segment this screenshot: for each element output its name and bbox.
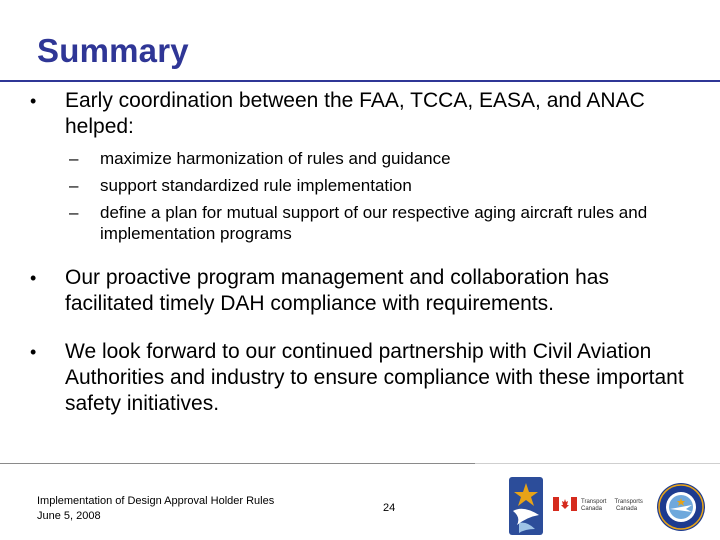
sub-marker: –: [69, 176, 79, 195]
sub-bullet-1: [65, 148, 690, 169]
footer-divider: [0, 463, 475, 464]
sub-marker: –: [69, 203, 79, 222]
bullet-3: [30, 339, 690, 417]
faa-seal-icon: [656, 482, 706, 532]
sub-bullet-3: [65, 202, 690, 244]
sub-bullet-1-text: maximize harmonization of rules and guidance: [100, 149, 451, 168]
sub-bullet-list: [30, 148, 690, 244]
footer-caption: [37, 494, 274, 524]
slide-title: Summary: [37, 32, 189, 69]
bullet-3-text: We look forward to our continued partnership with Civil Aviation Authorities and industry to ensure compliance with these important safety initiatives.: [65, 340, 684, 415]
easa-star-logo-icon: [505, 475, 547, 537]
footer-divider-right: [475, 463, 720, 464]
canada-flag-icon: [553, 497, 577, 511]
footer-title: Implementation of Design Approval Holder Rules: [37, 495, 275, 507]
tc-fr-line2: Canada: [616, 506, 638, 512]
bullet-2-text: Our proactive program management and collaboration has facilitated timely DAH compliance with requirements.: [65, 266, 609, 315]
bullet-1: [30, 88, 690, 244]
sub-bullet-2-text: support standardized rule implementation: [100, 176, 412, 195]
slide-body: [30, 88, 690, 417]
bullet-1-text: Early coordination between the FAA, TCCA, EASA, and ANAC helped:: [65, 89, 645, 138]
footer-date: June 5, 2008: [37, 510, 101, 522]
title-divider: [0, 80, 720, 82]
bullet-marker: •: [30, 342, 37, 362]
tc-en-line2: Canada: [581, 506, 603, 512]
sub-marker: –: [69, 149, 79, 168]
bullet-marker: •: [30, 91, 37, 111]
bullet-marker: •: [30, 268, 37, 288]
sub-bullet-2: [65, 175, 690, 196]
tc-fr-line1: Transports: [614, 499, 643, 505]
transport-canada-wordmark: [581, 499, 651, 513]
bullet-2: [30, 265, 690, 317]
sub-bullet-3-text: define a plan for mutual support of our respective aging aircraft rules and implementation programs: [100, 203, 648, 243]
page-number: 24: [383, 502, 396, 514]
tc-en-line1: Transport: [581, 499, 607, 505]
